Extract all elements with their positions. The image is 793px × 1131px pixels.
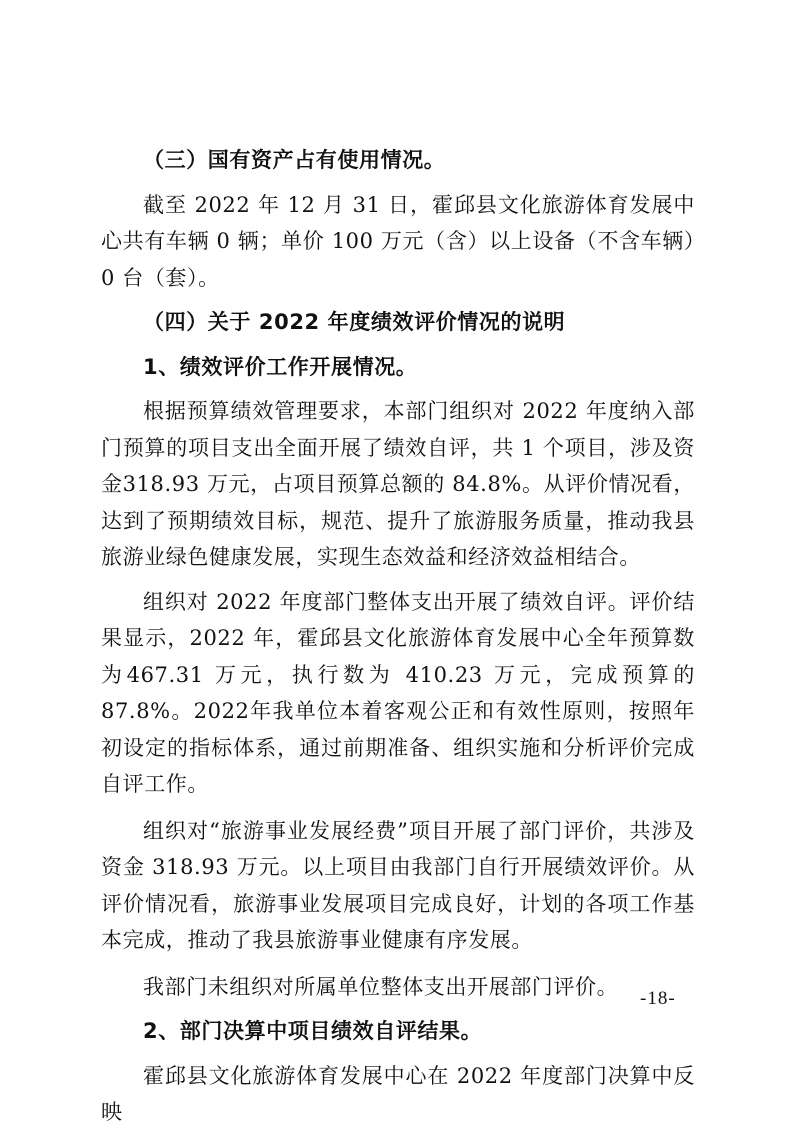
- page-number: -18-: [640, 988, 676, 1009]
- section-heading-3: （三）国有资产占有使用情况。: [143, 148, 446, 172]
- paragraph-project-evaluation: 根据预算绩效管理要求，本部门组织对 2022 年度纳入部门预算的项目支出全面开展了绩效自评，共 1 个项目，涉及资金318.93 万元，占项目预算总额的 84.8%。从评价情况看，达到了预期绩效目标，规范、提升了旅游服务质量，推动我县旅游业绿色健康发展，实现生态效益和经济效益相结合。: [101, 399, 695, 569]
- section-heading-4: （四）关于 2022 年度绩效评价情况的说明: [143, 310, 566, 334]
- paragraph-assets: 截至 2022 年 12 月 31 日，霍邱县文化旅游体育发展中心共有车辆 0 辆；单价 100 万元（含）以上设备（不含车辆）0 台（套）。: [101, 192, 695, 290]
- paragraph-subordinate-units: 我部门未组织对所属单位整体支出开展部门评价。: [143, 974, 619, 999]
- paragraph-department-evaluation: 组织对“旅游事业发展经费”项目开展了部门评价，共涉及资金 318.93 万元。以上项目由我部门自行开展绩效评价。从评价情况看，旅游事业发展项目完成良好，计划的各项工作基本完成，推动了我县旅游事业健康有序发展。: [101, 818, 695, 952]
- paragraph-final-accounts: 霍邱县文化旅游体育发展中心在 2022 年度部门决算中反映: [101, 1063, 695, 1124]
- subheading-evaluation-work: 1、绩效评价工作开展情况。: [143, 354, 418, 379]
- subheading-self-evaluation-results: 2、部门决算中项目绩效自评结果。: [143, 1019, 483, 1043]
- document-body: [101, 142, 695, 1131]
- paragraph-overall-expenditure: 组织对 2022 年度部门整体支出开展了绩效自评。评价结果显示，2022 年，霍邱县文化旅游体育发展中心全年预算数为467.31 万元，执行数为 410.23 万元，完成预算的 87.8%。2022年我单位本着客观公正和有效性原则，按照年初设定的指标体系，通过前期准备、组织实施和分析评价完成自评工作。: [101, 589, 695, 796]
